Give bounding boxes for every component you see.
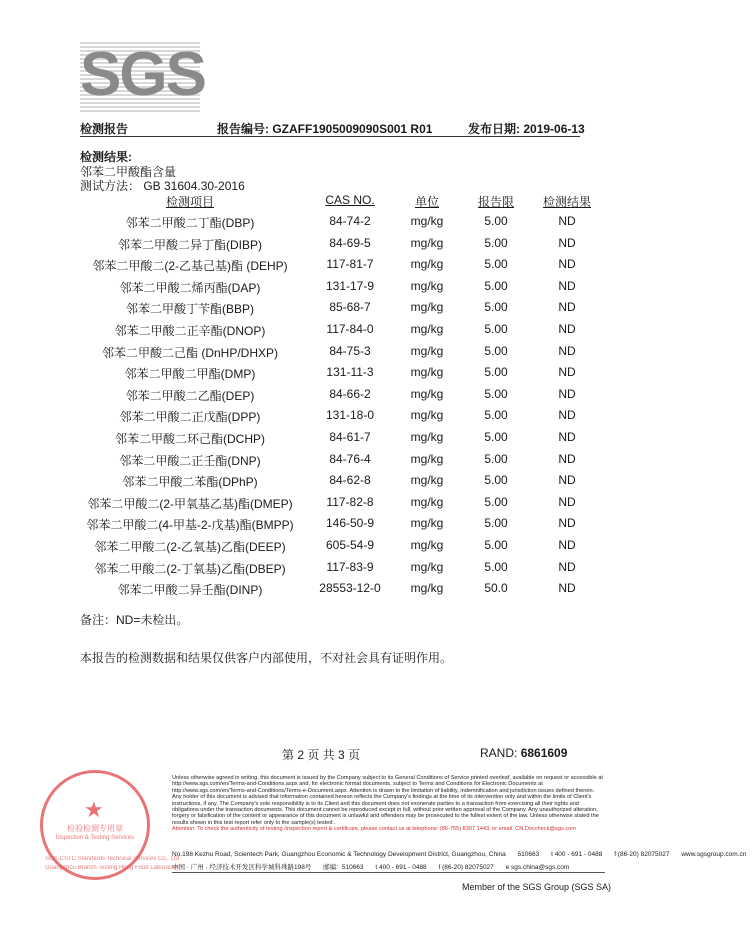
unit: mg/kg	[410, 559, 444, 574]
header-divider	[80, 136, 580, 137]
item-name: 邻苯二甲酸二异丁酯(DIBP)	[117, 237, 262, 252]
result: ND	[558, 516, 576, 531]
address-cn-zip: 510663	[341, 864, 364, 871]
item-name: 邻苯二甲酸二(2-乙氧基)乙酯(DEEP)	[94, 540, 286, 554]
rand-value: 6861609	[520, 746, 568, 760]
item-name: 邻苯二甲酸二苯酯(DPhP)	[122, 475, 258, 490]
result: ND	[558, 430, 576, 444]
table-row	[0, 257, 663, 279]
unit: mg/kg	[410, 343, 444, 358]
report-limit: 5.00	[484, 451, 508, 466]
results-subtitle: 邻苯二甲酸酯含量	[80, 165, 177, 179]
cas-number: 28553-12-0	[319, 581, 381, 596]
result: ND	[558, 386, 576, 401]
address-cn	[172, 862, 579, 871]
item-name: 邻苯二甲酸二异壬酯(DINP)	[117, 583, 263, 598]
address-en-fax: f (86-20) 82075027	[614, 851, 670, 858]
cas-number: 85-68-7	[329, 300, 371, 315]
report-limit: 5.00	[484, 257, 508, 272]
address-en	[172, 851, 756, 858]
table-row	[0, 279, 663, 301]
col-header-result: 检测结果	[542, 195, 591, 209]
result: ND	[558, 559, 576, 574]
result: ND	[558, 581, 576, 596]
result: ND	[558, 365, 576, 380]
address-cn-tel: t 400 - 691 - 0488	[375, 864, 427, 871]
sgs-logo	[80, 40, 205, 112]
report-limit: 50.0	[484, 581, 508, 596]
item-name: 邻苯二甲酸二环己酯(DCHP)	[115, 432, 265, 446]
disclaimer-text: Unless otherwise agreed in writing, this document is issued by the Company subject to its General Conditions of Service printed overleaf, available on request or accessible at http://www.sgs.com/en/Terms-and-Conditions.aspx and, for electronic format documents, subject to Terms and Conditions for Electronic Documents at http://www.sgs.com/en/Terms-and-Conditions/Terms-e-Document.aspx. Attention is drawn to the limitation of liability, indemnification and jurisdiction issues defined therein. Any holder of this document is advised that information contained hereon reflects the Company's findings at the time of its intervention only and within the limits of Client's instructions, if any. The Company's sole responsibility is to its Client and this document does not exonerate parties to a transaction from exercising all their rights and obligations under the transaction documents. This document cannot be reproduced except in full, without prior written approval of the Company. Any unauthorized alteration, forgery or falsification of the content or appearance of this document is unlawful and offenders may be prosecuted to the fullest extent of the law. Unless otherwise stated the results shown in this test report refer only to the sample(s) tested .	[172, 775, 603, 826]
unit: mg/kg	[410, 365, 444, 380]
red-seal	[40, 770, 150, 880]
report-number	[217, 120, 432, 137]
cas-number: 84-61-7	[329, 430, 371, 444]
cas-number: 131-11-3	[326, 365, 374, 380]
cas-number: 117-83-9	[326, 559, 374, 574]
result: ND	[558, 257, 576, 272]
address-en-web: www.sgsgroup.com.cn	[681, 851, 747, 858]
address-cn-email: e sgs.china@sgs.com	[505, 864, 570, 871]
table-row	[0, 408, 663, 430]
item-name: 邻苯二甲酸二正辛酯(DNOP)	[114, 324, 266, 338]
note: 备注：ND=未检出。	[80, 613, 189, 627]
result: ND	[558, 214, 576, 228]
table-row	[0, 344, 663, 366]
rand-label: RAND:	[480, 746, 518, 760]
report-limit: 5.00	[484, 365, 508, 380]
item-name: 邻苯二甲酸二(4-甲基-2-戊基)酯(BMPP)	[86, 518, 294, 533]
cas-number: 84-76-4	[329, 451, 371, 466]
usage-statement: 本报告的检测数据和结果仅供客户内部使用，不对社会具有证明作用。	[80, 651, 453, 665]
report-limit: 5.00	[484, 494, 508, 509]
unit: mg/kg	[410, 538, 444, 552]
col-header-cas: CAS NO.	[325, 193, 375, 207]
result: ND	[558, 408, 576, 423]
unit: mg/kg	[410, 278, 444, 293]
unit: mg/kg	[410, 235, 444, 250]
test-method: 测试方法： GB 31604.30-2016	[80, 179, 245, 193]
address-en-tel: t 400 - 691 - 0488	[551, 851, 603, 858]
result: ND	[558, 343, 576, 358]
item-name: 邻苯二甲酸二(2-甲氧基乙基)酯(DMEP)	[87, 496, 293, 511]
item-name: 邻苯二甲酸二正壬酯(DNP)	[119, 453, 261, 468]
footer-divider	[172, 872, 605, 873]
results-title: 检测结果:	[80, 150, 132, 164]
report-number-value: GZAFF1905009090S001 R01	[272, 122, 433, 136]
table-row	[0, 581, 663, 603]
report-limit: 5.00	[484, 559, 508, 574]
issue-date	[468, 120, 585, 137]
table-row	[0, 236, 663, 258]
unit: mg/kg	[410, 516, 444, 531]
cas-number: 117-84-0	[326, 322, 374, 336]
table-row	[0, 214, 663, 236]
cas-number: 84-75-3	[329, 343, 371, 358]
report-limit: 5.00	[484, 408, 508, 423]
table-row	[0, 430, 663, 452]
issue-date-label: 发布日期:	[468, 122, 520, 136]
item-name: 邻苯二甲酸二丁酯(DBP)	[125, 216, 255, 230]
unit: mg/kg	[410, 214, 444, 228]
report-limit: 5.00	[484, 322, 508, 336]
unit: mg/kg	[410, 300, 444, 315]
result: ND	[558, 278, 576, 293]
table-row	[0, 473, 663, 495]
col-header-item: 检测项目	[165, 195, 214, 209]
report-limit: 5.00	[484, 473, 508, 488]
report-limit: 5.00	[484, 343, 508, 358]
col-header-limit: 报告限	[477, 195, 514, 209]
address-cn-fax: f (86-20) 82075027	[438, 864, 494, 871]
authenticity-notice: Attention: To check the authenticity of testing /inspection report & certificate, please contact us at telephone: (86-755) 8307 1443, or email: CN.Doccheck@sgs.com	[172, 826, 576, 833]
report-limit: 5.00	[484, 278, 508, 293]
disclaimer	[172, 775, 604, 833]
report-number-label: 报告编号:	[217, 122, 269, 136]
result: ND	[558, 300, 576, 315]
cas-number: 117-81-7	[326, 257, 374, 272]
rand-code	[480, 746, 567, 760]
table-row	[0, 452, 663, 474]
table-row	[0, 387, 663, 409]
table-row	[0, 538, 663, 560]
item-name: 邻苯二甲酸丁苄酯(BBP)	[125, 302, 254, 317]
address-cn-street: 中国 · 广州 · 经济技术开发区科学城科珠路198号	[172, 864, 312, 871]
issue-date-value: 2019-06-13	[523, 122, 585, 136]
branch-name-en: Guangzhou Branch Testing Hong Food Laboratory	[45, 865, 179, 871]
result: ND	[558, 235, 576, 250]
unit: mg/kg	[410, 386, 444, 401]
unit: mg/kg	[410, 408, 444, 423]
item-name: 邻苯二甲酸二(2-丁氧基)乙酯(DBEP)	[94, 561, 286, 576]
unit: mg/kg	[410, 430, 444, 444]
report-limit: 5.00	[484, 516, 508, 531]
address-cn-zip-label: 邮编:	[323, 864, 339, 871]
unit: mg/kg	[410, 473, 444, 488]
report-limit: 5.00	[484, 300, 508, 315]
table-row	[0, 560, 663, 582]
cas-number: 84-69-5	[329, 235, 371, 250]
cas-number: 146-50-9	[325, 516, 375, 531]
cas-number: 131-17-9	[325, 278, 375, 293]
result: ND	[558, 322, 576, 336]
result: ND	[558, 473, 576, 488]
star-icon: ★	[84, 797, 104, 822]
unit: mg/kg	[410, 257, 444, 272]
seal-text: 检验检测专用章	[67, 824, 123, 833]
cas-number: 84-66-2	[329, 386, 371, 401]
address-en-street: No.198 Kezhu Road, Scientech Park, Guangzhou Economic & Technology Development District, Guangzhou, China	[172, 851, 506, 858]
page-info: 第 2 页 共 3 页	[282, 748, 361, 762]
report-limit: 5.00	[484, 214, 508, 228]
table-row	[0, 495, 663, 517]
result: ND	[558, 538, 576, 552]
seal-subtext: Inspection & Testing Services	[55, 835, 135, 841]
cas-number: 131-18-0	[325, 408, 375, 423]
unit: mg/kg	[410, 451, 444, 466]
item-name: 邻苯二甲酸二己酯 (DnHP/DHXP)	[101, 345, 278, 360]
member-text: Member of the SGS Group (SGS SA)	[462, 882, 612, 892]
report-limit: 5.00	[484, 538, 508, 552]
item-name: 邻苯二甲酸二烯丙酯(DAP)	[119, 280, 261, 295]
table-row	[0, 365, 663, 387]
unit: mg/kg	[410, 494, 444, 509]
report-type: 检测报告	[80, 122, 129, 136]
cas-number: 605-54-9	[325, 538, 375, 552]
report-limit: 5.00	[484, 430, 508, 444]
table-row	[0, 516, 663, 538]
unit: mg/kg	[410, 322, 444, 336]
unit: mg/kg	[410, 581, 444, 596]
table-row	[0, 322, 663, 344]
report-limit: 5.00	[484, 235, 508, 250]
item-name: 邻苯二甲酸二正戊酯(DPP)	[119, 410, 261, 425]
item-name: 邻苯二甲酸二(2-乙基己基)酯 (DEHP)	[92, 259, 288, 274]
logo-text: SGS	[80, 40, 205, 109]
cas-number: 117-82-8	[326, 494, 374, 509]
cas-number: 84-62-8	[329, 473, 371, 488]
address-en-zip: 510663	[517, 851, 540, 858]
result: ND	[558, 451, 576, 466]
item-name: 邻苯二甲酸二甲酯(DMP)	[124, 367, 256, 382]
company-name-en: SGS-CSTC Standards Technical Services Co., Ltd	[45, 856, 179, 862]
item-name: 邻苯二甲酸二乙酯(DEP)	[125, 388, 255, 403]
report-limit: 5.00	[484, 386, 508, 401]
cas-number: 84-74-2	[329, 214, 371, 228]
result: ND	[558, 494, 576, 509]
table-row	[0, 300, 663, 322]
col-header-unit: 单位	[414, 195, 439, 209]
